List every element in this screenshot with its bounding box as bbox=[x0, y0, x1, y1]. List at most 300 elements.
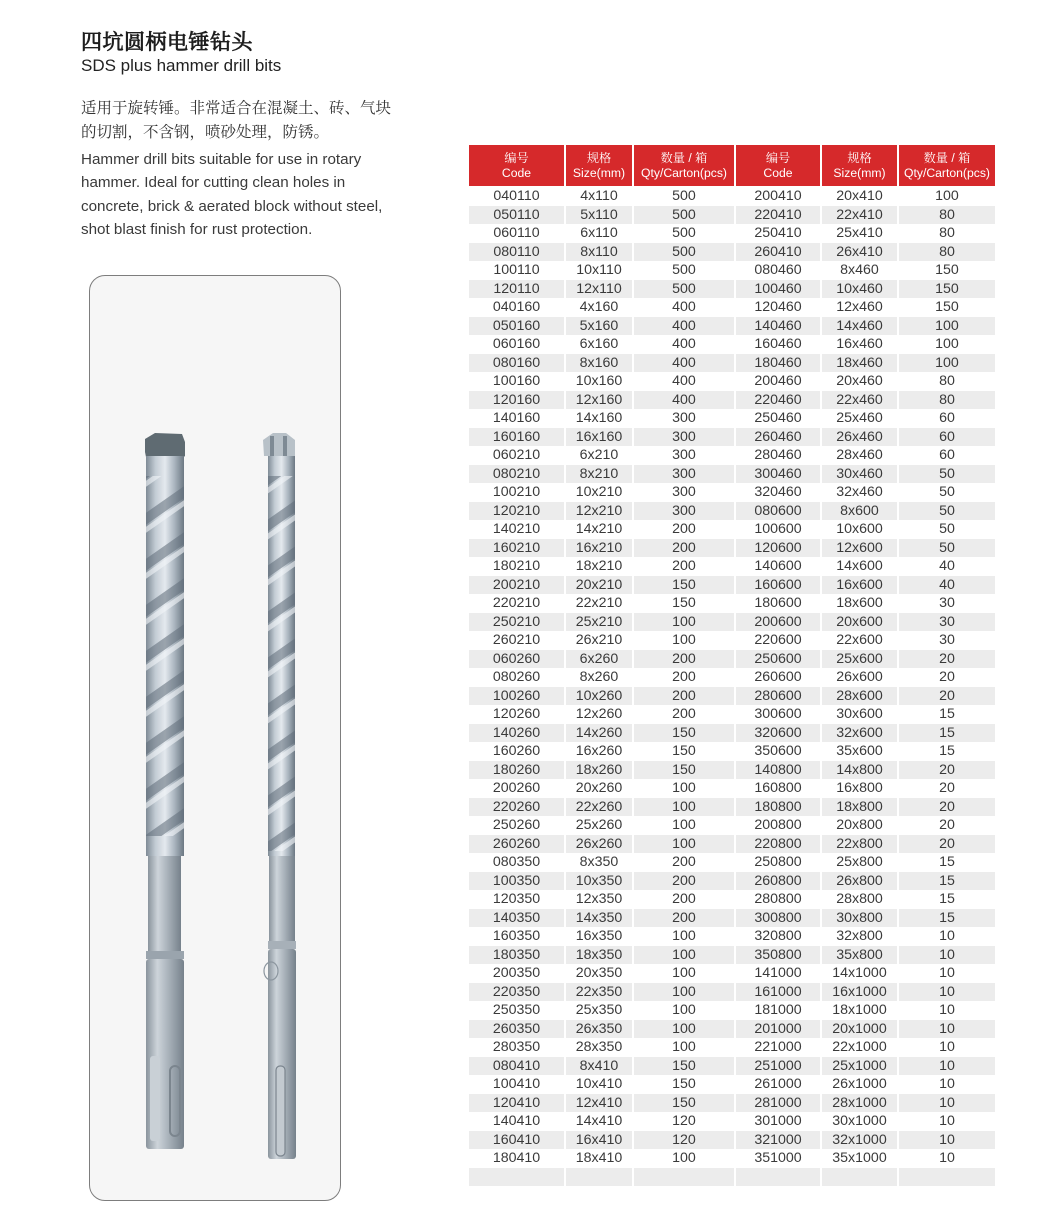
page-title-chinese: 四坑圆柄电锤钻头 bbox=[81, 30, 253, 54]
cell-qty-2: 50 bbox=[939, 521, 955, 538]
cell-qty-2: 10 bbox=[939, 1076, 955, 1093]
cell-code-2: 350800 bbox=[736, 946, 820, 965]
cell-qty: 300 bbox=[672, 410, 696, 427]
cell-code-2: 281000 bbox=[736, 1094, 820, 1113]
table-row bbox=[469, 391, 995, 410]
cell-qty-2: 20 bbox=[899, 650, 995, 669]
cell-code: 140160 bbox=[492, 410, 541, 427]
cell-code-2: 320800 bbox=[754, 928, 802, 945]
cell-qty: 400 bbox=[672, 336, 696, 353]
table-header-row bbox=[469, 145, 995, 187]
cell-qty-2: 40 bbox=[899, 576, 995, 595]
cell-size-2: 22x410 bbox=[822, 206, 897, 225]
empty-cell bbox=[566, 1168, 632, 1186]
cell-size-2: 28x460 bbox=[836, 447, 883, 464]
cell-qty-2: 10 bbox=[939, 1002, 955, 1019]
cell-code: 080410 bbox=[469, 1057, 564, 1076]
cell-code: 120110 bbox=[469, 280, 564, 299]
table-row bbox=[469, 1057, 995, 1076]
cell-qty: 500 bbox=[672, 225, 696, 242]
cell-size: 18x210 bbox=[575, 558, 623, 575]
cell-qty: 100 bbox=[634, 835, 734, 854]
cell-size-2: 26x410 bbox=[822, 243, 897, 262]
cell-code-2: 300800 bbox=[736, 909, 820, 928]
column-header-code-2: 编号 Code bbox=[736, 145, 820, 187]
cell-code-2: 321000 bbox=[736, 1131, 820, 1150]
table-row bbox=[469, 631, 995, 650]
cell-size-2: 22x1000 bbox=[832, 1039, 887, 1056]
table-row bbox=[469, 779, 995, 798]
cell-code-2: 181000 bbox=[754, 1002, 802, 1019]
cell-qty: 500 bbox=[634, 243, 734, 262]
cell-size: 22x260 bbox=[566, 798, 632, 817]
cell-code-2: 351000 bbox=[754, 1150, 802, 1167]
table-row bbox=[469, 372, 995, 391]
cell-code: 200210 bbox=[469, 576, 564, 595]
cell-qty: 200 bbox=[634, 872, 734, 891]
cell-qty-2: 15 bbox=[899, 909, 995, 928]
cell-code-2: 200410 bbox=[754, 188, 802, 205]
cell-qty: 500 bbox=[672, 188, 696, 205]
cell-size: 16x160 bbox=[566, 428, 632, 447]
column-header-qty-2: 数量 / 箱 Qty/Carton(pcs) bbox=[899, 145, 995, 187]
cell-size: 10x210 bbox=[575, 484, 623, 501]
cell-qty-2: 15 bbox=[939, 743, 955, 760]
cell-code: 080160 bbox=[469, 354, 564, 373]
cell-code-2: 221000 bbox=[754, 1039, 802, 1056]
cell-qty-2: 20 bbox=[939, 817, 955, 834]
cell-qty: 300 bbox=[634, 465, 734, 484]
cell-qty-2: 50 bbox=[939, 484, 955, 501]
cell-size-2: 10x600 bbox=[836, 521, 883, 538]
cell-size-2: 12x600 bbox=[822, 539, 897, 558]
empty-cell bbox=[736, 1168, 820, 1186]
cell-size: 14x210 bbox=[575, 521, 623, 538]
cell-qty-2: 10 bbox=[939, 1150, 955, 1167]
cell-code: 260260 bbox=[469, 835, 564, 854]
table-row bbox=[469, 668, 995, 687]
cell-code: 220210 bbox=[492, 595, 541, 612]
cell-qty: 100 bbox=[672, 1002, 696, 1019]
column-header-code: 编号 Code bbox=[469, 145, 564, 187]
table-row bbox=[469, 576, 995, 595]
cell-qty-2: 15 bbox=[939, 854, 955, 871]
cell-code: 140410 bbox=[492, 1113, 541, 1130]
cell-code: 160160 bbox=[469, 428, 564, 447]
cell-qty: 300 bbox=[672, 484, 696, 501]
table-row bbox=[469, 1131, 995, 1150]
cell-size-2: 30x800 bbox=[822, 909, 897, 928]
table-row bbox=[469, 853, 995, 872]
table-row bbox=[469, 761, 995, 780]
table-row bbox=[469, 983, 995, 1002]
description-english: Hammer drill bits suitable for use in rotary hammer. Ideal for cutting clean holes in concrete, brick & aerated block without steel, shot blast finish for rust protection. bbox=[81, 151, 383, 238]
cell-qty: 100 bbox=[634, 1020, 734, 1039]
table-row bbox=[469, 594, 995, 613]
table-row bbox=[469, 872, 995, 891]
table-row bbox=[469, 650, 995, 669]
table-row bbox=[469, 1112, 995, 1131]
cell-code: 080210 bbox=[469, 465, 564, 484]
cell-code-2: 200800 bbox=[754, 817, 802, 834]
spec-table bbox=[467, 145, 997, 1186]
cell-size: 5x110 bbox=[566, 206, 632, 225]
cell-code-2: 250410 bbox=[754, 225, 802, 242]
cell-qty-2: 60 bbox=[939, 447, 955, 464]
cell-code-2: 140800 bbox=[736, 761, 820, 780]
cell-code-2: 180600 bbox=[754, 595, 802, 612]
cell-size: 20x350 bbox=[575, 965, 623, 982]
cell-qty: 100 bbox=[672, 817, 696, 834]
cell-code-2: 320460 bbox=[754, 484, 802, 501]
cell-size-2: 26x460 bbox=[822, 428, 897, 447]
cell-qty-2: 30 bbox=[939, 595, 955, 612]
cell-code-2: 200600 bbox=[736, 613, 820, 632]
table-row bbox=[469, 705, 995, 724]
cell-code-2: 260460 bbox=[736, 428, 820, 447]
cell-qty-2: 20 bbox=[899, 687, 995, 706]
cell-qty: 100 bbox=[634, 798, 734, 817]
cell-size-2: 32x800 bbox=[836, 928, 883, 945]
cell-qty: 150 bbox=[634, 576, 734, 595]
table-row bbox=[469, 483, 995, 502]
cell-code: 080350 bbox=[492, 854, 541, 871]
cell-code: 120410 bbox=[469, 1094, 564, 1113]
cell-qty-2: 80 bbox=[939, 373, 955, 390]
cell-size: 20x260 bbox=[575, 780, 623, 797]
cell-qty-2: 20 bbox=[899, 761, 995, 780]
cell-code: 050110 bbox=[469, 206, 564, 225]
cell-size-2: 16x600 bbox=[822, 576, 897, 595]
cell-size-2: 26x600 bbox=[836, 669, 883, 686]
cell-code: 140260 bbox=[469, 724, 564, 743]
cell-size-2: 25x800 bbox=[836, 854, 883, 871]
column-header-qty: 数量 / 箱 Qty/Carton(pcs) bbox=[634, 145, 734, 187]
table-row bbox=[469, 206, 995, 225]
cell-size: 4x160 bbox=[579, 299, 619, 316]
cell-qty-2: 20 bbox=[939, 780, 955, 797]
table-row bbox=[469, 1075, 995, 1094]
cell-code: 100260 bbox=[469, 687, 564, 706]
cell-size-2: 18x460 bbox=[822, 354, 897, 373]
cell-code: 280350 bbox=[492, 1039, 541, 1056]
cell-qty: 120 bbox=[672, 1113, 696, 1130]
cell-size: 8x210 bbox=[566, 465, 632, 484]
cell-code-2: 140600 bbox=[754, 558, 802, 575]
cell-qty-2: 150 bbox=[899, 280, 995, 299]
cell-size-2: 22x800 bbox=[822, 835, 897, 854]
column-header-size: 规格 Size(mm) bbox=[566, 145, 632, 187]
cell-size-2: 14x600 bbox=[836, 558, 883, 575]
cell-size-2: 8x600 bbox=[822, 502, 897, 521]
cell-code-2: 120460 bbox=[754, 299, 802, 316]
table-row bbox=[469, 724, 995, 743]
cell-qty: 200 bbox=[634, 909, 734, 928]
cell-size: 25x210 bbox=[566, 613, 632, 632]
cell-qty-2: 15 bbox=[899, 872, 995, 891]
empty-cell bbox=[634, 1168, 734, 1186]
table-row bbox=[469, 613, 995, 632]
cell-qty: 200 bbox=[634, 650, 734, 669]
cell-size: 20x210 bbox=[566, 576, 632, 595]
table-row bbox=[469, 280, 995, 299]
table-row bbox=[469, 909, 995, 928]
cell-qty-2: 50 bbox=[899, 502, 995, 521]
cell-qty: 100 bbox=[672, 965, 696, 982]
cell-size-2: 20x600 bbox=[822, 613, 897, 632]
cell-size: 16x210 bbox=[566, 539, 632, 558]
cell-size-2: 25x460 bbox=[836, 410, 883, 427]
cell-size-2: 16x1000 bbox=[822, 983, 897, 1002]
cell-code: 140350 bbox=[469, 909, 564, 928]
column-header-size-2: 规格 Size(mm) bbox=[822, 145, 897, 187]
cell-qty: 200 bbox=[634, 539, 734, 558]
cell-size-2: 35x800 bbox=[822, 946, 897, 965]
cell-code: 160260 bbox=[492, 743, 541, 760]
cell-code-2: 201000 bbox=[736, 1020, 820, 1039]
cell-qty-2: 40 bbox=[939, 558, 955, 575]
table-row bbox=[469, 1094, 995, 1113]
cell-code-2: 200460 bbox=[754, 373, 802, 390]
cell-qty: 150 bbox=[634, 1057, 734, 1076]
cell-code: 250350 bbox=[492, 1002, 541, 1019]
cell-size-2: 25x600 bbox=[822, 650, 897, 669]
cell-code: 220260 bbox=[469, 798, 564, 817]
cell-size-2: 18x1000 bbox=[832, 1002, 887, 1019]
cell-code: 200260 bbox=[492, 780, 541, 797]
cell-qty: 200 bbox=[672, 669, 696, 686]
cell-size-2: 12x460 bbox=[836, 299, 883, 316]
cell-qty: 400 bbox=[672, 373, 696, 390]
cell-size: 16x260 bbox=[575, 743, 623, 760]
cell-size-2: 10x460 bbox=[822, 280, 897, 299]
cell-size-2: 20x460 bbox=[836, 373, 883, 390]
cell-code: 080110 bbox=[469, 243, 564, 262]
cell-qty-2: 60 bbox=[939, 410, 955, 427]
cell-size-2: 22x600 bbox=[836, 632, 883, 649]
cell-qty-2: 80 bbox=[939, 225, 955, 242]
cell-size-2: 32x600 bbox=[822, 724, 897, 743]
cell-qty: 100 bbox=[634, 946, 734, 965]
cell-size: 5x160 bbox=[566, 317, 632, 336]
cell-qty-2: 20 bbox=[899, 835, 995, 854]
cell-size: 14x350 bbox=[566, 909, 632, 928]
cell-code-2: 260800 bbox=[736, 872, 820, 891]
cell-size-2: 16x460 bbox=[836, 336, 883, 353]
cell-qty: 500 bbox=[672, 262, 696, 279]
cell-qty-2: 150 bbox=[935, 299, 959, 316]
cell-qty: 200 bbox=[634, 687, 734, 706]
table-row bbox=[469, 187, 995, 206]
table-row bbox=[469, 927, 995, 946]
table-row bbox=[469, 520, 995, 539]
cell-qty: 150 bbox=[672, 595, 696, 612]
cell-code: 100410 bbox=[492, 1076, 541, 1093]
cell-code-2: 300600 bbox=[754, 706, 802, 723]
cell-code-2: 320600 bbox=[736, 724, 820, 743]
cell-size: 22x350 bbox=[566, 983, 632, 1002]
cell-qty: 100 bbox=[672, 1150, 696, 1167]
cell-size: 22x210 bbox=[575, 595, 623, 612]
cell-qty-2: 15 bbox=[899, 724, 995, 743]
cell-size: 8x260 bbox=[579, 669, 619, 686]
cell-code-2: 260600 bbox=[754, 669, 802, 686]
cell-code: 260350 bbox=[469, 1020, 564, 1039]
cell-code: 040110 bbox=[493, 188, 540, 205]
cell-code: 060260 bbox=[469, 650, 564, 669]
cell-qty-2: 60 bbox=[899, 428, 995, 447]
cell-code: 120260 bbox=[492, 706, 541, 723]
cell-code: 180350 bbox=[469, 946, 564, 965]
cell-code: 180260 bbox=[469, 761, 564, 780]
cell-code: 100210 bbox=[492, 484, 541, 501]
table-row bbox=[469, 465, 995, 484]
empty-cell bbox=[822, 1168, 897, 1186]
cell-qty: 200 bbox=[672, 706, 696, 723]
cell-code-2: 220600 bbox=[754, 632, 802, 649]
cell-code: 180410 bbox=[492, 1150, 541, 1167]
drill-bit-photo-icon bbox=[90, 276, 342, 1202]
table-row bbox=[469, 261, 995, 280]
table-row bbox=[469, 816, 995, 835]
cell-qty-2: 80 bbox=[899, 243, 995, 262]
product-photo-frame bbox=[89, 275, 341, 1201]
cell-code-2: 140460 bbox=[736, 317, 820, 336]
cell-code: 120210 bbox=[469, 502, 564, 521]
cell-code-2: 220460 bbox=[736, 391, 820, 410]
table-row bbox=[469, 1038, 995, 1057]
table-row bbox=[469, 539, 995, 558]
cell-code: 120160 bbox=[469, 391, 564, 410]
cell-size-2: 32x460 bbox=[836, 484, 883, 501]
empty-cell bbox=[899, 1168, 995, 1186]
cell-size-2: 28x800 bbox=[836, 891, 883, 908]
cell-code: 080260 bbox=[492, 669, 541, 686]
cell-code: 160410 bbox=[469, 1131, 564, 1150]
table-row bbox=[469, 224, 995, 243]
cell-qty-2: 10 bbox=[899, 946, 995, 965]
cell-code: 040160 bbox=[492, 299, 541, 316]
cell-size-2: 30x1000 bbox=[832, 1113, 887, 1130]
cell-qty-2: 20 bbox=[899, 798, 995, 817]
cell-size-2: 28x1000 bbox=[822, 1094, 897, 1113]
cell-size: 8x410 bbox=[566, 1057, 632, 1076]
table-row bbox=[469, 798, 995, 817]
cell-size: 12x210 bbox=[566, 502, 632, 521]
cell-size: 8x110 bbox=[566, 243, 632, 262]
cell-qty: 300 bbox=[634, 428, 734, 447]
cell-size: 12x260 bbox=[575, 706, 623, 723]
cell-size: 8x350 bbox=[579, 854, 619, 871]
cell-qty-2: 10 bbox=[899, 1094, 995, 1113]
cell-qty-2: 10 bbox=[899, 1020, 995, 1039]
cell-code-2: 160800 bbox=[754, 780, 802, 797]
table-row bbox=[469, 298, 995, 317]
empty-cell bbox=[469, 1168, 564, 1186]
cell-qty: 200 bbox=[672, 521, 696, 538]
cell-code-2: 080460 bbox=[754, 262, 802, 279]
cell-qty: 400 bbox=[634, 391, 734, 410]
cell-code-2: 180460 bbox=[736, 354, 820, 373]
cell-qty-2: 80 bbox=[899, 206, 995, 225]
cell-size: 18x350 bbox=[566, 946, 632, 965]
table-row bbox=[469, 964, 995, 983]
cell-size: 12x410 bbox=[566, 1094, 632, 1113]
cell-qty-2: 10 bbox=[899, 1131, 995, 1150]
cell-qty: 400 bbox=[634, 317, 734, 336]
cell-code: 100110 bbox=[493, 262, 540, 279]
cell-qty-2: 15 bbox=[939, 891, 955, 908]
table-row bbox=[469, 1149, 995, 1168]
cell-size-2: 20x1000 bbox=[822, 1020, 897, 1039]
cell-qty-2: 20 bbox=[939, 669, 955, 686]
cell-code: 060160 bbox=[492, 336, 541, 353]
cell-size: 12x350 bbox=[575, 891, 623, 908]
table-row bbox=[469, 446, 995, 465]
cell-qty: 100 bbox=[634, 613, 734, 632]
cell-size: 12x160 bbox=[566, 391, 632, 410]
page-title-english: SDS plus hammer drill bits bbox=[81, 56, 282, 75]
cell-code-2: 280800 bbox=[754, 891, 802, 908]
cell-code-2: 350600 bbox=[754, 743, 802, 760]
cell-qty: 500 bbox=[634, 206, 734, 225]
cell-size-2: 26x1000 bbox=[832, 1076, 887, 1093]
cell-qty-2: 100 bbox=[899, 317, 995, 336]
cell-qty: 200 bbox=[672, 558, 696, 575]
cell-qty-2: 150 bbox=[935, 262, 959, 279]
cell-size: 26x260 bbox=[566, 835, 632, 854]
cell-code-2: 220800 bbox=[736, 835, 820, 854]
cell-code-2: 260410 bbox=[736, 243, 820, 262]
cell-code-2: 161000 bbox=[736, 983, 820, 1002]
table-row bbox=[469, 742, 995, 761]
table-row bbox=[469, 428, 995, 447]
cell-qty-2: 10 bbox=[939, 965, 955, 982]
cell-code-2: 100600 bbox=[754, 521, 802, 538]
cell-code: 250260 bbox=[492, 817, 541, 834]
cell-qty-2: 30 bbox=[899, 613, 995, 632]
cell-size: 10x260 bbox=[566, 687, 632, 706]
cell-code-2: 280460 bbox=[754, 447, 802, 464]
cell-code-2: 300460 bbox=[736, 465, 820, 484]
cell-code-2: 250800 bbox=[754, 854, 802, 871]
cell-size-2: 32x1000 bbox=[822, 1131, 897, 1150]
cell-qty: 500 bbox=[634, 280, 734, 299]
cell-qty: 100 bbox=[672, 1039, 696, 1056]
cell-size-2: 16x800 bbox=[836, 780, 883, 797]
table-row bbox=[469, 409, 995, 428]
cell-code: 060210 bbox=[492, 447, 541, 464]
cell-code-2: 120600 bbox=[736, 539, 820, 558]
cell-code: 100160 bbox=[492, 373, 541, 390]
table-row bbox=[469, 1001, 995, 1020]
table-row bbox=[469, 687, 995, 706]
cell-size: 28x350 bbox=[575, 1039, 623, 1056]
cell-qty-2: 50 bbox=[899, 539, 995, 558]
table-filler-row bbox=[469, 1168, 995, 1186]
cell-size-2: 14x460 bbox=[822, 317, 897, 336]
cell-size: 6x210 bbox=[579, 447, 619, 464]
cell-code-2: 301000 bbox=[754, 1113, 802, 1130]
cell-qty: 400 bbox=[634, 354, 734, 373]
table-row bbox=[469, 354, 995, 373]
cell-size: 18x410 bbox=[575, 1150, 623, 1167]
cell-qty: 150 bbox=[672, 1076, 696, 1093]
cell-code-2: 080600 bbox=[736, 502, 820, 521]
cell-size: 16x410 bbox=[566, 1131, 632, 1150]
cell-code-2: 220410 bbox=[736, 206, 820, 225]
cell-code: 250210 bbox=[469, 613, 564, 632]
